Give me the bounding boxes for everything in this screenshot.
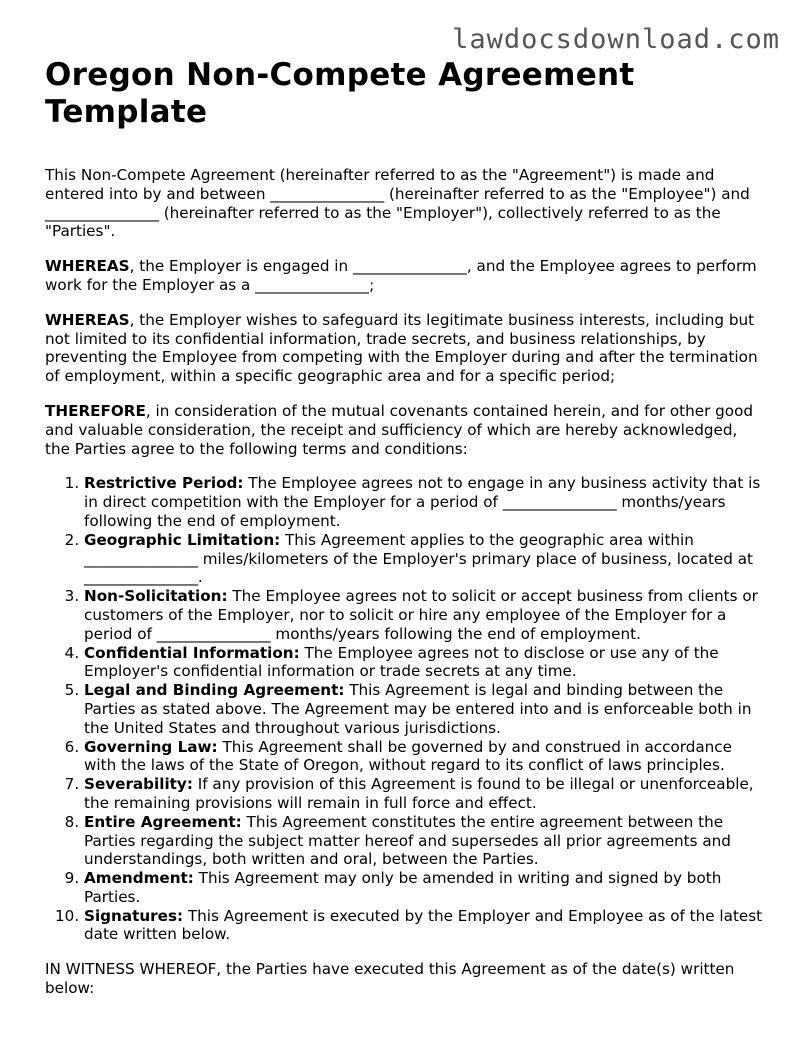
term-text: This Agreement is executed by the Employer and Employee as of the latest date written below. [84, 906, 763, 944]
term-heading: Restrictive Period: [84, 474, 244, 493]
term-heading: Severability: [84, 775, 193, 794]
witness-paragraph: IN WITNESS WHEREOF, the Parties have executed this Agreement as of the date(s) written below: [45, 960, 735, 998]
term-heading: Non-Solicitation: [84, 587, 228, 606]
term-governing-law [84, 738, 765, 776]
term-heading: Geographic Limitation: [84, 530, 281, 549]
term-entire-agreement [84, 813, 765, 869]
terms-list [45, 474, 765, 944]
therefore-lead: THEREFORE [45, 401, 146, 420]
term-severability [84, 775, 765, 813]
term-text: If any provision of this Agreement is found to be illegal or unenforceable, the remaining provisions will remain in full force and effect. [84, 775, 754, 812]
term-text: The Employee agrees not to solicit or accept business from clients or customers of the Employer, nor to solicit or hire any employee of the Employer for a period of _______________ months/years following the end of employment. [84, 587, 758, 643]
term-text: This Agreement constitutes the entire agreement between the Parties regarding the subject matter hereof and supersedes all prior agreements and understandings, both written and oral, between the Parties. [84, 812, 731, 869]
page-title: Oregon Non-Compete Agreement Template [45, 57, 635, 130]
term-text: This Agreement applies to the geographic area within _______________ miles/kilometers of the Employer's primary place of business, located at _______________. [84, 530, 754, 587]
term-signatures [84, 907, 765, 945]
term-heading: Governing Law: [84, 737, 218, 756]
term-heading: Legal and Binding Agreement: [84, 681, 345, 700]
term-legal-binding [84, 681, 765, 737]
whereas-lead: WHEREAS [45, 310, 130, 329]
whereas-lead: WHEREAS [45, 257, 130, 276]
document-page [45, 57, 765, 998]
intro-paragraph: This Non-Compete Agreement (hereinafter referred to as the "Agreement") is made and entered into by and between _______________ (hereinafter referred to as the "Employee") and _______________ (hereinafter referred to as the "Employer"), collectively referred to as the "Parties". [45, 166, 750, 241]
therefore-text: , in consideration of the mutual covenants contained herein, and for other good and valuable consideration, the receipt and sufficiency of which are hereby acknowledged, the Parties agree to the following terms and conditions: [45, 401, 754, 458]
term-heading: Amendment: [84, 869, 194, 888]
whereas-text: , the Employer is engaged in _______________, and the Employee agrees to perform work for the Employer as a _______________; [45, 257, 757, 294]
term-amendment [84, 869, 765, 907]
term-text: The Employee agrees not to engage in any business activity that is in direct competition with the Employer for a period of _______________ months/years following the end of employment. [84, 474, 761, 530]
term-text: This Agreement shall be governed by and construed in accordance with the laws of the State of Oregon, without regard to its conflict of laws principles. [84, 737, 732, 775]
therefore-paragraph [45, 402, 765, 458]
watermark: lawdocsdownload.com [452, 24, 780, 55]
term-geographic-limitation [84, 531, 765, 587]
whereas-text: , the Employer wishes to safeguard its legitimate business interests, including but not limited to its confidential information, trade secrets, and business relationships, by preventing the Employee from competing with the Employer during and after the termination of employment, within a specific geographic area and for a specific period; [45, 310, 758, 386]
term-heading: Signatures: [84, 906, 184, 925]
term-confidential-information [84, 644, 765, 682]
term-text: The Employee agrees not to disclose or use any of the Employer's confidential information or trade secrets at any time. [84, 643, 719, 681]
whereas-safeguard [45, 311, 765, 386]
term-text: This Agreement is legal and binding between the Parties as stated above. The Agreement may be entered into and is enforceable both in the United States and throughout various jurisdictions. [84, 681, 752, 737]
term-heading: Confidential Information: [84, 643, 300, 662]
term-text: This Agreement may only be amended in writing and signed by both Parties. [84, 869, 722, 906]
term-heading: Entire Agreement: [84, 812, 242, 831]
term-non-solicitation [84, 587, 765, 643]
whereas-employer-engaged [45, 257, 765, 295]
term-restrictive-period [84, 474, 765, 530]
